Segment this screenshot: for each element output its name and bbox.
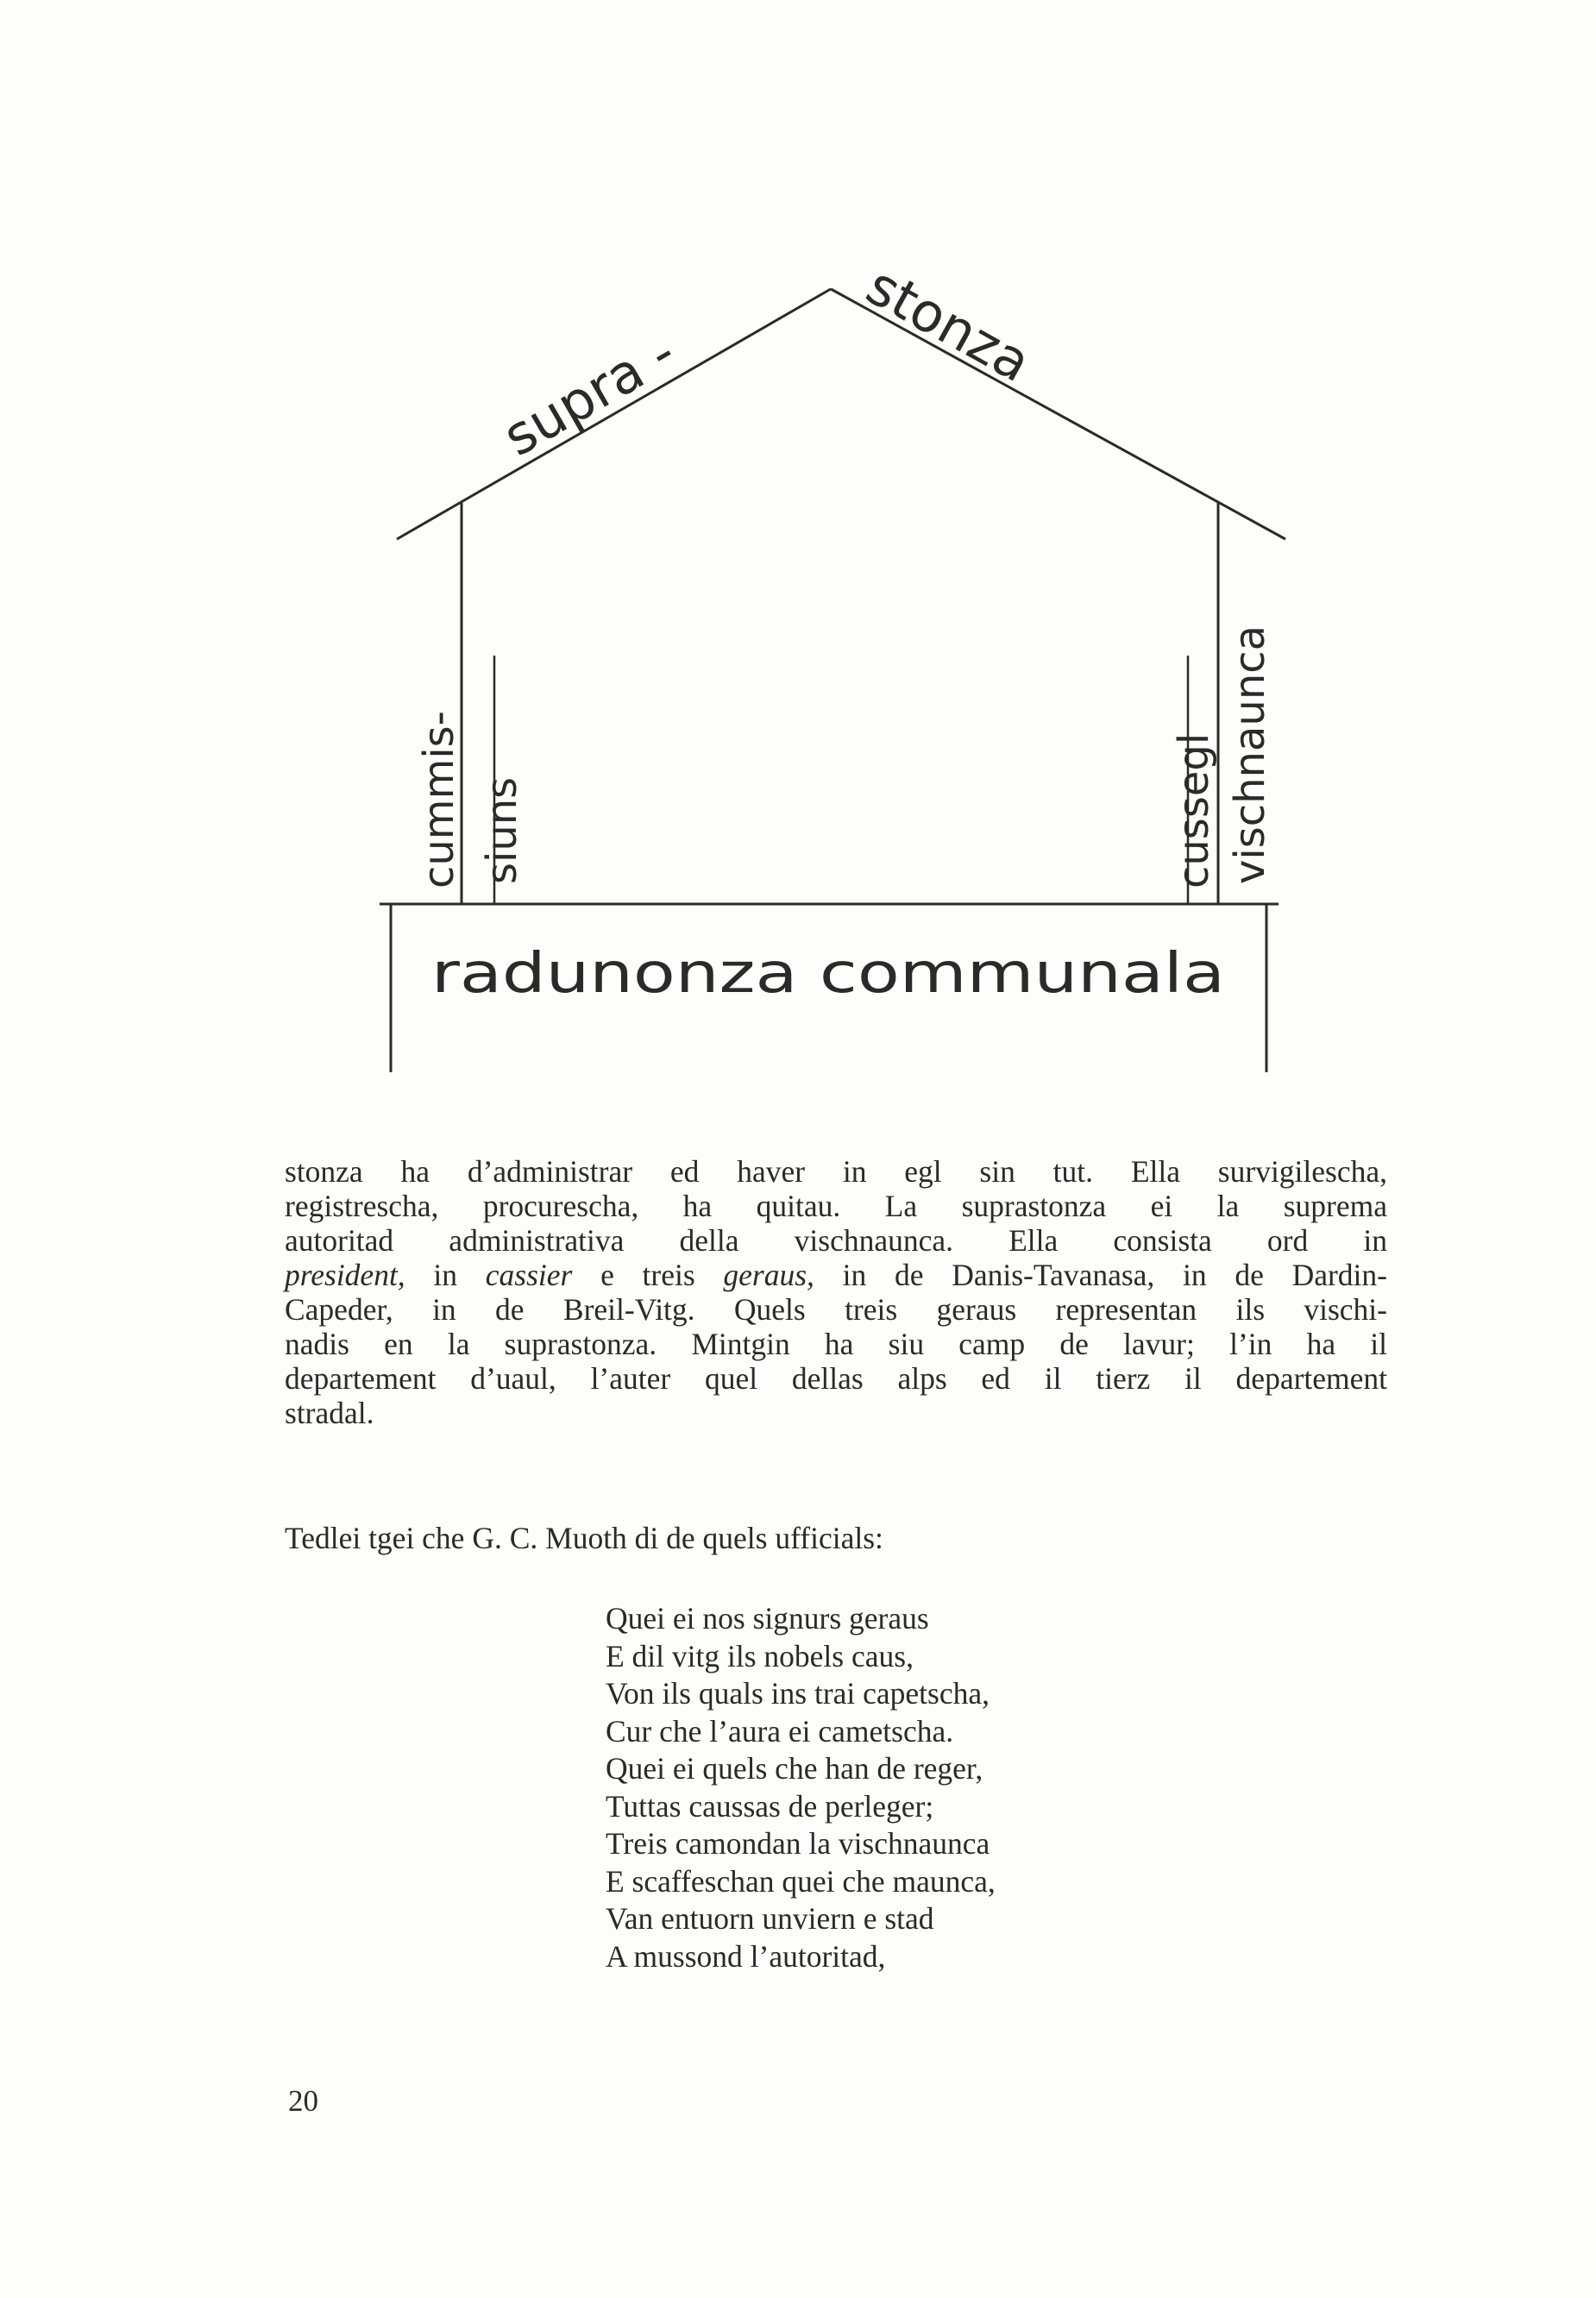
right-inner-label: cussegl (1170, 732, 1218, 888)
poem-verse: Quei ei quels che han de reger, (606, 1751, 983, 1786)
poem-verse: A mussond l’autoritad, (606, 1938, 886, 1974)
poem-verse: E scaffeschan quei che maunca, (606, 1863, 996, 1899)
base-label: radunonza communala (431, 942, 1225, 1006)
poem-intro: Tedlei tgei che G. C. Muoth di de quels ufficials: (285, 1521, 883, 1555)
term-cassier: cassier (485, 1258, 573, 1292)
roof-left-label: supra - (493, 320, 687, 468)
paragraph-line: autoritad administrativa della vischnaunca. Ella consista ord in (285, 1223, 1387, 1258)
poem (606, 1600, 996, 1975)
paragraph-fragment: e treis (572, 1258, 724, 1292)
poem-verse: Cur che l’aura ei cametscha. (606, 1713, 954, 1749)
paragraph-line: stonza ha d’administrar ed haver in egl sin tut. Ella survigilescha, (285, 1154, 1387, 1189)
paragraph-line: Capeder, in de Breil-Vitg. Quels treis geraus representan ils vischi- (285, 1292, 1387, 1327)
left-inner-label: siuns (478, 776, 526, 884)
poem-verse: Treis camondan la vischnaunca (606, 1826, 990, 1861)
paragraph-fragment: in (405, 1258, 486, 1292)
term-president: president, (285, 1258, 405, 1292)
roof-right-label: stonza (856, 254, 1041, 395)
paragraph-line (285, 1258, 1387, 1292)
paragraph-line: departement d’uaul, l’auter quel dellas alps ed il tierz il departement (285, 1361, 1387, 1396)
page-number: 20 (288, 2084, 318, 2118)
poem-verse: Quei ei nos signurs geraus (606, 1601, 929, 1636)
paragraph-line: stradal. (285, 1396, 374, 1430)
poem-verse: Van entuorn unviern e stad (606, 1901, 934, 1936)
paragraph-fragment: in de Danis-Tavanasa, in de Dardin- (814, 1258, 1387, 1292)
left-outer-label: cummis- (415, 711, 463, 888)
body-paragraph (285, 1154, 1387, 1430)
right-outer-label: vischnaunca (1226, 625, 1274, 884)
paragraph-line: nadis en la suprastonza. Mintgin ha siu camp de lavur; l’in ha il (285, 1327, 1387, 1361)
poem-verse: E dil vitg ils nobels caus, (606, 1638, 914, 1673)
community-structure-diagram (0, 0, 1596, 1121)
paragraph-line: registrescha, procurescha, ha quitau. La suprastonza ei la suprema (285, 1189, 1387, 1223)
poem-verse: Tuttas caussas de perleger; (606, 1788, 934, 1824)
poem-verse: Von ils quals ins trai capetscha, (606, 1676, 990, 1711)
term-geraus: geraus, (723, 1258, 814, 1292)
